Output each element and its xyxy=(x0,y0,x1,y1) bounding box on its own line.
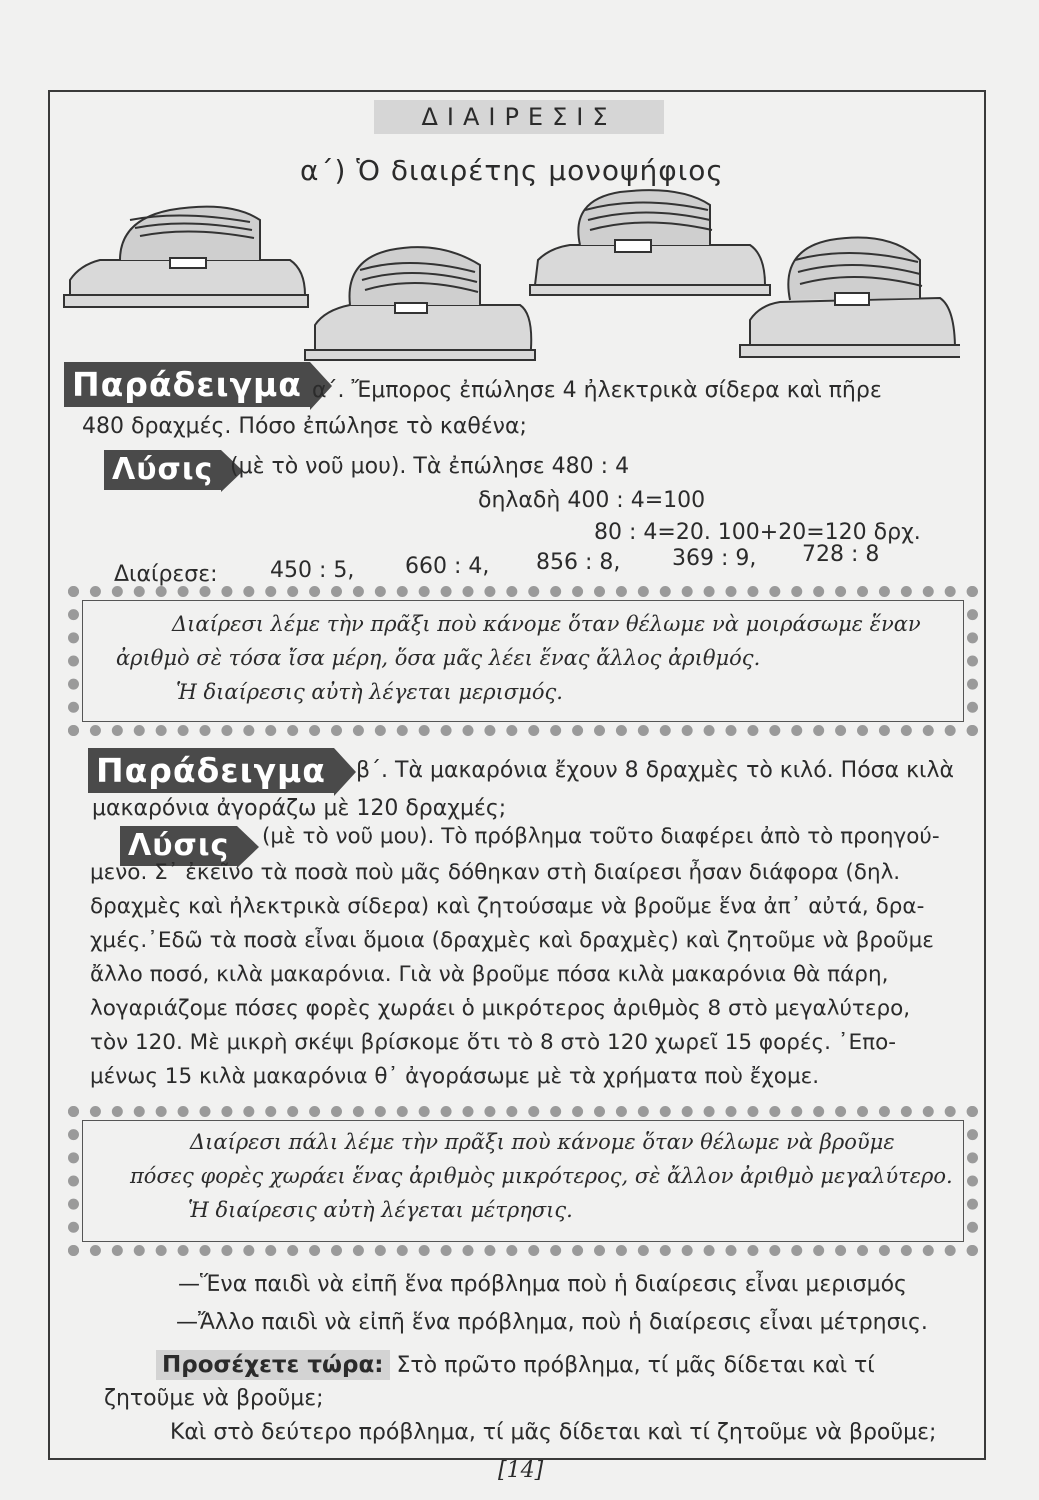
page-title: ΔΙΑΙΡΕΣΙΣ xyxy=(374,100,664,134)
notice-line xyxy=(156,1352,875,1378)
task-line-2: —Ἄλλο παιδὶ νὰ εἰπῆ ἕνα πρόβλημα, ποὺ ἡ διαίρεσις εἶναι μέτρησις. xyxy=(176,1310,928,1335)
solution-a-line-3: 80 : 4=20. 100+20=120 δρχ. xyxy=(594,520,921,545)
notice-label: Προσέχετε τώρα: xyxy=(156,1350,390,1380)
iron-4 xyxy=(740,238,960,358)
solution-b-line: ἄλλο ποσό, κιλὰ μακαρόνια. Γιὰ νὰ βροῦμε πόσα κιλὰ μακαρόνια θὰ πάρη, xyxy=(90,962,889,987)
definition-1-line-3: Ἡ διαίρεσις αὐτὴ λέγεται μερισμός. xyxy=(176,680,563,704)
solution-b-line: τὸν 120. Μὲ μικρὴ σκέψι βρίσκομε ὅτι τὸ 8 στὸ 120 χωρεῖ 15 φορές. ᾽Επο- xyxy=(90,1030,896,1055)
exercise-item: 660 : 4, xyxy=(405,554,490,579)
notice-text-3: Καὶ στὸ δεύτερο πρόβλημα, τί μᾶς δίδεται καὶ τί ζητοῦμε νὰ βροῦμε; xyxy=(170,1420,937,1445)
solution-b-line: δραχμὲς καὶ ἠλεκτρικὰ σίδερα) καὶ ζητούσαμε νὰ βροῦμε ἕνα ἀπ᾽ αὐτά, δρα- xyxy=(90,894,925,919)
exercise-item: 369 : 9, xyxy=(672,546,757,571)
exercise-item: 856 : 8, xyxy=(536,550,621,575)
example-badge-b: Παράδειγμα xyxy=(88,748,334,793)
page-number: [14] xyxy=(498,1458,544,1483)
definition-2-line-3: Ἡ διαίρεσις αὐτὴ λέγεται μέτρησις. xyxy=(188,1198,573,1222)
solution-badge-b: Λύσις xyxy=(120,826,237,866)
solution-b-line: μενο. Σ᾽ ἐκεῖνο τὰ ποσὰ ποὺ μᾶς δόθηκαν στὴ διαίρεσι ἦσαν διάφορα (δηλ. xyxy=(90,860,901,885)
definition-2-line-2: πόσες φορὲς χωράει ἕνας ἀριθμὸς μικρότερος, σὲ ἄλλον ἀριθμὸ μεγαλύτερο. xyxy=(130,1164,953,1188)
iron-1 xyxy=(64,207,308,307)
solution-b-line: λογαριάζομε πόσες φορὲς χωράει ὁ μικρότερος ἀριθμὸς 8 στὸ μεγαλύτερο, xyxy=(90,996,911,1021)
iron-3 xyxy=(530,190,770,295)
example-a-line-1: α΄. Ἔμπορος ἐπώλησε 4 ἠλεκτρικὰ σίδερα καὶ πῆρε xyxy=(312,378,882,403)
notice-text: Στὸ πρῶτο πρόβλημα, τί μᾶς δίδεται καὶ τί xyxy=(396,1353,875,1378)
solution-badge-a: Λύσις xyxy=(104,450,221,490)
definition-1-line-2: ἀριθμὸ σὲ τόσα ἴσα μέρη, ὅσα μᾶς λέει ἕνας ἄλλος ἀριθμός. xyxy=(116,646,761,670)
example-b-line-1: β΄. Τὰ μακαρόνια ἔχουν 8 δραχμὲς τὸ κιλό. Πόσα κιλὰ xyxy=(356,758,955,783)
definition-2-line-1: Διαίρεσι πάλι λέμε τὴν πρᾶξι ποὺ κάνομε ὅταν θέλωμε νὰ βροῦμε xyxy=(190,1130,895,1154)
iron-2 xyxy=(305,247,535,360)
solution-a-line-2: δηλαδὴ 400 : 4=100 xyxy=(478,488,706,513)
example-b-line-2: μακαρόνια ἀγοράζω μὲ 120 δραχμές; xyxy=(92,796,507,821)
notice-text-2: ζητοῦμε νὰ βροῦμε; xyxy=(104,1386,324,1411)
solution-b-line: (μὲ τὸ νοῦ μου). Τὸ πρόβλημα τοῦτο διαφέρει ἀπὸ τὸ προηγού- xyxy=(262,824,940,849)
task-line-1: —Ἕνα παιδὶ νὰ εἰπῆ ἕνα πρόβλημα ποὺ ἡ διαίρεσις εἶναι μερισμός xyxy=(178,1272,907,1297)
solution-b-line: χμές.᾽Εδῶ τὰ ποσὰ εἶναι ὅμοια (δραχμὲς καὶ δραχμὲς) καὶ ζητοῦμε νὰ βροῦμε xyxy=(90,928,934,953)
definition-1-line-1: Διαίρεσι λέμε τὴν πρᾶξι ποὺ κάνομε ὅταν θέλωμε νὰ μοιράσωμε ἕναν xyxy=(172,612,921,636)
section-subtitle: α΄) Ὁ διαιρέτης μονοψήφιος xyxy=(300,154,724,187)
exercise-item: 728 : 8 xyxy=(802,542,880,567)
solution-a-line-1: (μὲ τὸ νοῦ μου). Τὰ ἐπώλησε 480 : 4 xyxy=(230,454,630,479)
example-a-line-2: 480 δραχμές. Πόσο ἐπώλησε τὸ καθένα; xyxy=(82,414,527,439)
electric-irons-illustration xyxy=(60,180,960,365)
solution-b-line: μένως 15 κιλὰ μακαρόνια θ᾽ ἀγοράσωμε μὲ τὰ χρήματα ποὺ ἔχομε. xyxy=(90,1064,820,1089)
exercise-label: Διαίρεσε: xyxy=(114,562,218,587)
exercise-item: 450 : 5, xyxy=(270,558,355,583)
example-badge-a: Παράδειγμα xyxy=(64,362,310,407)
